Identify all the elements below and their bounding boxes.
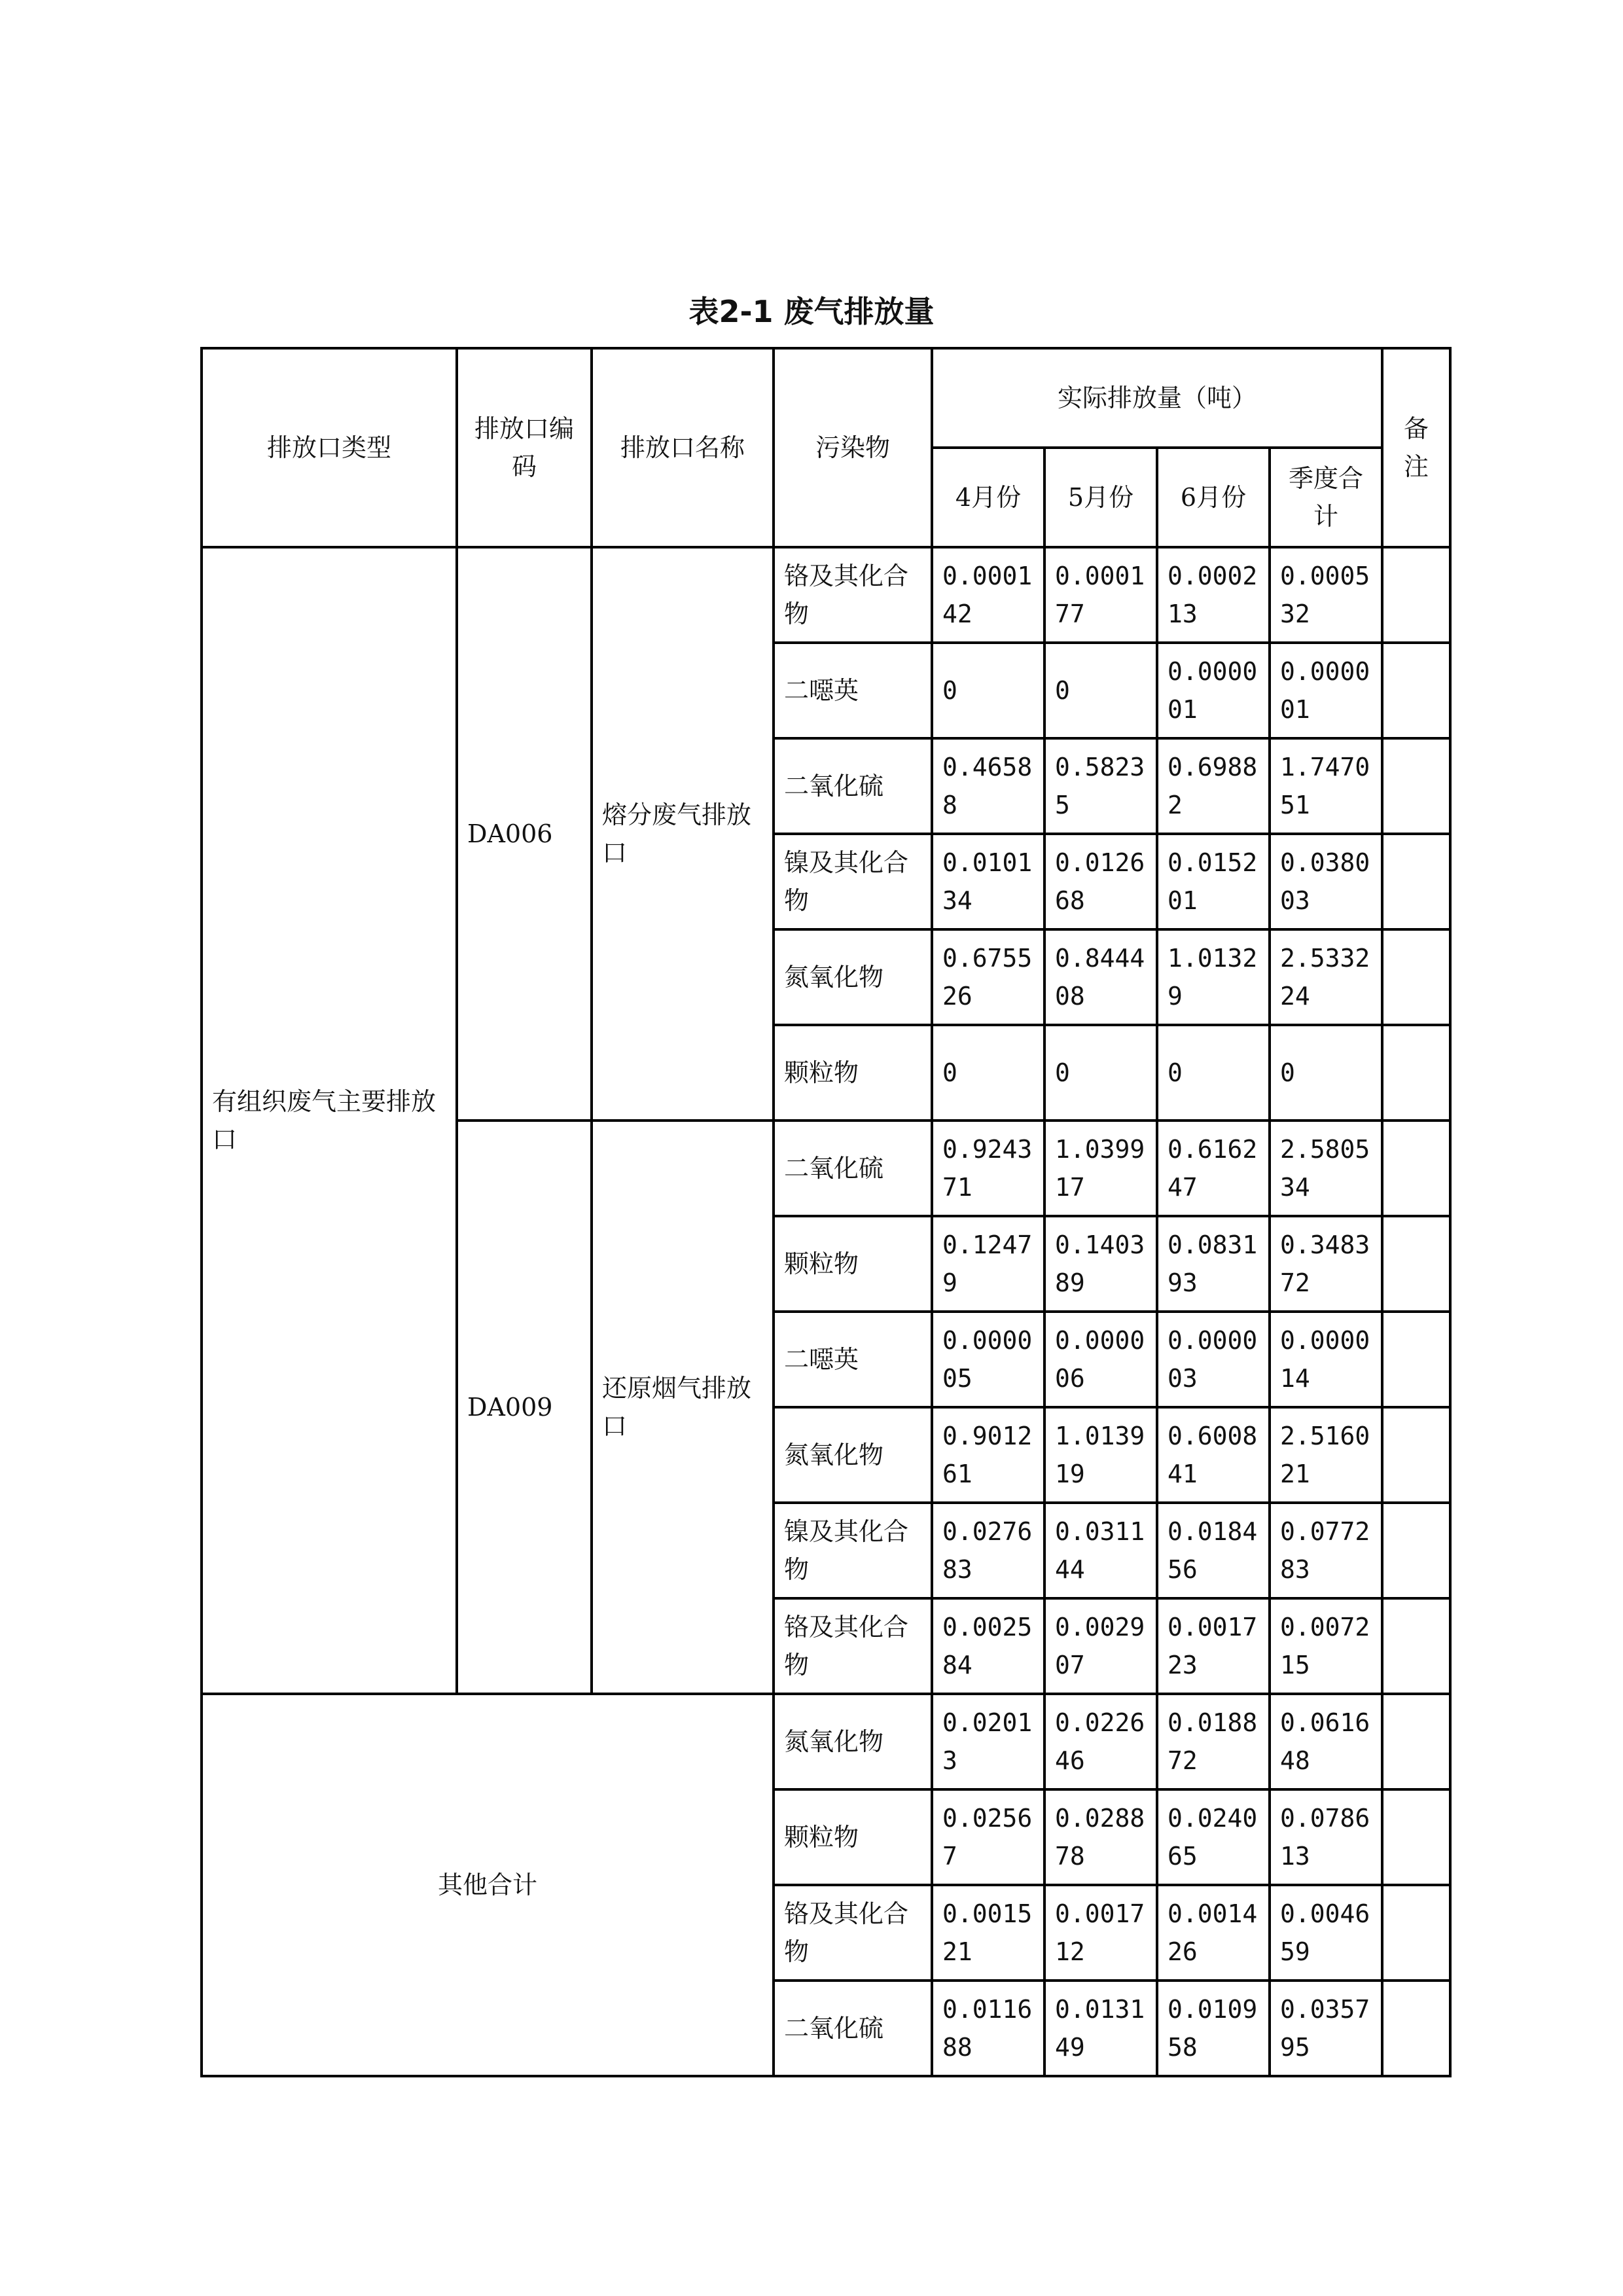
remark-cell — [1382, 1312, 1450, 1407]
emission-value: 0.58235 — [1044, 738, 1157, 834]
pollutant-cell: 镍及其化合物 — [774, 834, 932, 929]
remark-cell — [1382, 643, 1450, 738]
outlet-type-cell: 有组织废气主要排放口 — [202, 547, 457, 1694]
emission-value: 0.027683 — [932, 1503, 1044, 1598]
emission-value: 0.000001 — [1270, 643, 1382, 738]
emission-value: 0.024065 — [1157, 1789, 1270, 1885]
outlet-code-cell: DA009 — [457, 1121, 592, 1694]
emission-value: 0.001723 — [1157, 1598, 1270, 1694]
emission-value: 0.000213 — [1157, 547, 1270, 643]
header-pollutant: 污染物 — [774, 348, 932, 547]
emission-value: 0.02567 — [932, 1789, 1044, 1885]
emission-value: 0.901261 — [932, 1407, 1044, 1503]
emission-value: 0.000142 — [932, 547, 1044, 643]
pollutant-cell: 二噁英 — [774, 1312, 932, 1407]
emission-value: 0.000001 — [1157, 643, 1270, 738]
emission-value: 0.001426 — [1157, 1885, 1270, 1981]
emission-value: 0.12479 — [932, 1216, 1044, 1312]
emission-value: 0.001521 — [932, 1885, 1044, 1981]
remark-cell — [1382, 1407, 1450, 1503]
remark-cell — [1382, 1025, 1450, 1121]
emission-value: 0.083193 — [1157, 1216, 1270, 1312]
pollutant-cell: 颗粒物 — [774, 1789, 932, 1885]
emission-value: 0.022646 — [1044, 1694, 1157, 1789]
emission-value: 0 — [932, 643, 1044, 738]
emission-value: 0.000014 — [1270, 1312, 1382, 1407]
emission-value: 0.616247 — [1157, 1121, 1270, 1216]
remark-cell — [1382, 1885, 1450, 1981]
emission-value: 0.000006 — [1044, 1312, 1157, 1407]
emissions-table — [200, 347, 1452, 2077]
pollutant-cell: 二噁英 — [774, 643, 932, 738]
emission-value: 0.000005 — [932, 1312, 1044, 1407]
remark-cell — [1382, 929, 1450, 1025]
emission-value: 2.580534 — [1270, 1121, 1382, 1216]
other-total-cell: 其他合计 — [202, 1694, 774, 2076]
emission-value: 0.000177 — [1044, 547, 1157, 643]
emission-value: 1.747051 — [1270, 738, 1382, 834]
emission-value: 0.007215 — [1270, 1598, 1382, 1694]
emission-value: 0.028878 — [1044, 1789, 1157, 1885]
emission-value: 1.013919 — [1044, 1407, 1157, 1503]
pollutant-cell: 铬及其化合物 — [774, 1885, 932, 1981]
emission-value: 0.02013 — [932, 1694, 1044, 1789]
emission-value: 0 — [1270, 1025, 1382, 1121]
emission-value: 0.078613 — [1270, 1789, 1382, 1885]
pollutant-cell: 颗粒物 — [774, 1025, 932, 1121]
emission-value: 0.018456 — [1157, 1503, 1270, 1598]
emission-value: 0.002584 — [932, 1598, 1044, 1694]
header-code: 排放口编码 — [457, 348, 592, 547]
pollutant-cell: 铬及其化合物 — [774, 1598, 932, 1694]
emission-value: 0.000003 — [1157, 1312, 1270, 1407]
pollutant-cell: 铬及其化合物 — [774, 547, 932, 643]
emission-value: 0.010958 — [1157, 1981, 1270, 2076]
remark-cell — [1382, 1598, 1450, 1694]
emission-value: 0.924371 — [932, 1121, 1044, 1216]
emission-value: 0.46588 — [932, 738, 1044, 834]
emission-value: 0.675526 — [932, 929, 1044, 1025]
remark-cell — [1382, 1981, 1450, 2076]
remark-cell — [1382, 1789, 1450, 1885]
emission-value: 2.533224 — [1270, 929, 1382, 1025]
pollutant-cell: 氮氧化物 — [774, 929, 932, 1025]
pollutant-cell: 二氧化硫 — [774, 1981, 932, 2076]
emission-value: 0.844408 — [1044, 929, 1157, 1025]
header-month-5: 5月份 — [1044, 448, 1157, 547]
emission-value: 0.013149 — [1044, 1981, 1157, 2076]
outlet-code-cell: DA006 — [457, 547, 592, 1121]
emission-value: 0.077283 — [1270, 1503, 1382, 1598]
header-quarter-total: 季度合计 — [1270, 448, 1382, 547]
header-name: 排放口名称 — [592, 348, 774, 547]
emission-value: 0.061648 — [1270, 1694, 1382, 1789]
emission-value: 0 — [1157, 1025, 1270, 1121]
table-title: 表2-1 废气排放量 — [688, 294, 935, 329]
emission-value: 0.004659 — [1270, 1885, 1382, 1981]
header-month-6: 6月份 — [1157, 448, 1270, 547]
pollutant-cell: 氮氧化物 — [774, 1407, 932, 1503]
pollutant-cell: 氮氧化物 — [774, 1694, 932, 1789]
emission-value: 0.015201 — [1157, 834, 1270, 929]
emission-value: 0.035795 — [1270, 1981, 1382, 2076]
emission-value: 0.018872 — [1157, 1694, 1270, 1789]
remark-cell — [1382, 738, 1450, 834]
emission-value: 0.031144 — [1044, 1503, 1157, 1598]
pollutant-cell: 颗粒物 — [774, 1216, 932, 1312]
emission-value: 0.69882 — [1157, 738, 1270, 834]
table-row — [202, 547, 1450, 643]
remark-cell — [1382, 1216, 1450, 1312]
emission-value: 0.000532 — [1270, 547, 1382, 643]
emission-value: 0.348372 — [1270, 1216, 1382, 1312]
emission-value: 0 — [1044, 1025, 1157, 1121]
emission-value: 2.516021 — [1270, 1407, 1382, 1503]
header-month-4: 4月份 — [932, 448, 1044, 547]
remark-cell — [1382, 1503, 1450, 1598]
emission-value: 0.011688 — [932, 1981, 1044, 2076]
table-row — [202, 1694, 1450, 1789]
remark-cell — [1382, 547, 1450, 643]
remark-cell — [1382, 834, 1450, 929]
emission-value: 0 — [932, 1025, 1044, 1121]
pollutant-cell: 二氧化硫 — [774, 738, 932, 834]
emission-value: 0.038003 — [1270, 834, 1382, 929]
outlet-name-cell: 熔分废气排放口 — [592, 547, 774, 1121]
emission-value: 0.010134 — [932, 834, 1044, 929]
emission-value: 0.001712 — [1044, 1885, 1157, 1981]
pollutant-cell: 镍及其化合物 — [774, 1503, 932, 1598]
emission-value: 0.140389 — [1044, 1216, 1157, 1312]
emission-value: 0.012668 — [1044, 834, 1157, 929]
header-type: 排放口类型 — [202, 348, 457, 547]
header-actual-emission: 实际排放量（吨） — [932, 348, 1382, 448]
outlet-name-cell: 还原烟气排放口 — [592, 1121, 774, 1694]
emission-value: 0.002907 — [1044, 1598, 1157, 1694]
emission-value: 0.600841 — [1157, 1407, 1270, 1503]
header-remark: 备注 — [1382, 348, 1450, 547]
remark-cell — [1382, 1694, 1450, 1789]
pollutant-cell: 二氧化硫 — [774, 1121, 932, 1216]
emission-value: 1.039917 — [1044, 1121, 1157, 1216]
remark-cell — [1382, 1121, 1450, 1216]
emission-value: 1.01329 — [1157, 929, 1270, 1025]
emission-value: 0 — [1044, 643, 1157, 738]
